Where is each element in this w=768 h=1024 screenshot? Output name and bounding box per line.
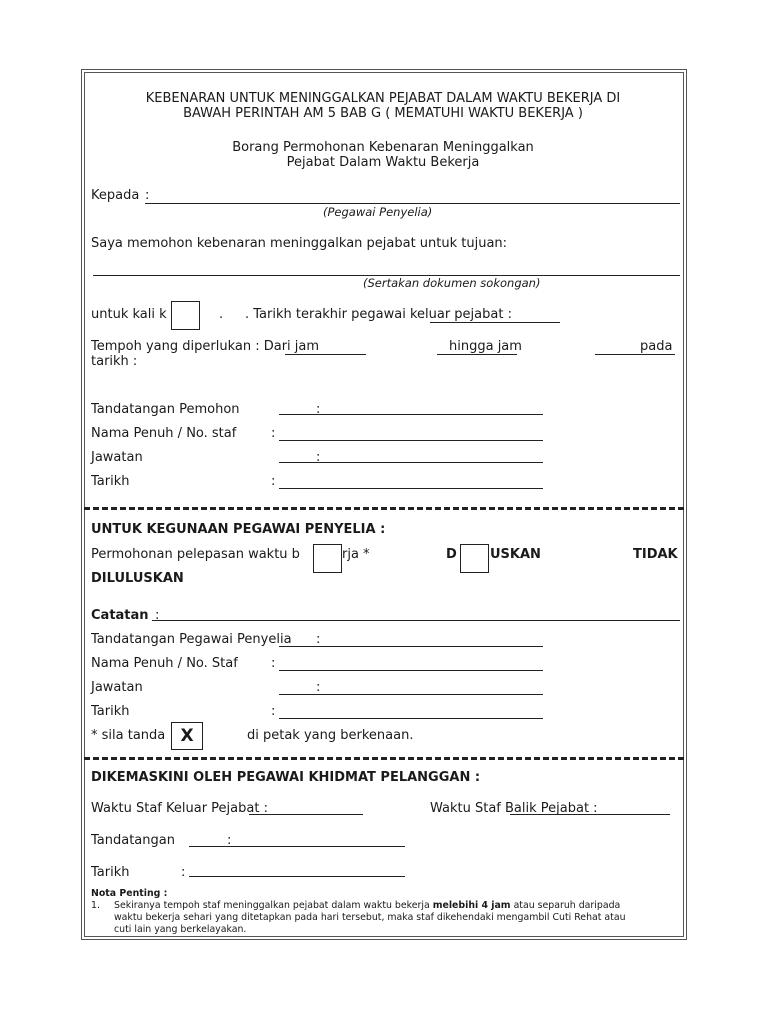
reject-checkbox[interactable] [460, 544, 489, 573]
applicant-name-field[interactable] [279, 440, 543, 441]
times-dot: . [219, 307, 224, 322]
applicant-position-label: Jawatan [91, 450, 143, 465]
applicant-signature-colon: : [316, 402, 321, 417]
applicant-signature-label: Tandatangan Pemohon [91, 402, 240, 417]
supervisor-signature-colon: : [316, 632, 321, 647]
note-line1-end: atau separuh daripada [513, 900, 621, 911]
supervisor-name-label: Nama Penuh / No. Staf [91, 656, 238, 671]
applicant-signature-field[interactable] [279, 414, 543, 415]
applicant-date-colon: : [271, 474, 276, 489]
customer-service-heading: DIKEMASKINI OLEH PEGAWAI KHIDMAT PELANGGAN : [91, 770, 481, 785]
supervisor-date-colon: : [271, 704, 276, 719]
note-line1 [114, 900, 620, 911]
cs-date-field[interactable] [189, 876, 405, 877]
applicant-position-field[interactable] [279, 462, 543, 463]
section-divider [84, 757, 684, 760]
kepada-label: Kepada [91, 188, 140, 203]
cs-signature-colon: : [227, 833, 232, 848]
section-divider [84, 507, 684, 510]
approved-label-end: USKAN [490, 547, 541, 562]
supervisor-heading: UNTUK KEGUNAAN PEGAWAI PENYELIA : [91, 522, 386, 537]
note-item-number: 1. [91, 900, 100, 911]
applicant-name-colon: : [271, 426, 276, 441]
form-title-line1: KEBENARAN UNTUK MENINGGALKAN PEJABAT DALAM WAKTU BEKERJA DI [145, 91, 621, 106]
note-line2: waktu bekerja sehari yang ditetapkan pada hari tersebut, maka staf dikehendaki mengambil Cuti Rehat atau [114, 912, 626, 923]
from-time-field[interactable] [285, 354, 366, 355]
mark-instruction-suffix: di petak yang berkenaan. [247, 728, 414, 743]
on-label: pada [640, 339, 673, 354]
notes-label: Catatan [91, 608, 149, 623]
approved-label-start: D [446, 547, 457, 562]
times-box[interactable] [171, 301, 200, 330]
supervisor-date-label: Tarikh [91, 704, 130, 719]
mark-example-box: X [171, 722, 203, 750]
duration-label: Tempoh yang diperlukan : Dari jam [91, 339, 320, 354]
note-line3: cuti lain yang berkelayakan. [114, 924, 247, 935]
applicant-date-field[interactable] [279, 488, 543, 489]
supervisor-date-field[interactable] [279, 718, 543, 719]
release-label-tail: rja * [342, 547, 370, 562]
cs-signature-field[interactable] [189, 846, 405, 847]
cs-signature-label: Tandatangan [91, 833, 175, 848]
last-out-label: . Tarikh terakhir pegawai keluar pejabat : [245, 307, 512, 322]
supervisor-position-label: Jawatan [91, 680, 143, 695]
note-line1-start: Sekiranya tempoh staf meninggalkan pejabat dalam waktu bekerja [114, 900, 430, 911]
supervisor-position-field[interactable] [279, 694, 543, 695]
applicant-position-colon: : [316, 450, 321, 465]
applicant-name-label: Nama Penuh / No. staf [91, 426, 237, 441]
applicant-date-label: Tarikh [91, 474, 130, 489]
approve-checkbox[interactable] [313, 544, 342, 573]
notes-field[interactable] [152, 620, 680, 621]
form-subtitle-line1: Borang Permohonan Kebenaran Meninggalkan [232, 140, 534, 155]
release-label: Permohonan pelepasan waktu b [91, 547, 300, 562]
note-line1-emphasis: melebihi 4 jam [432, 900, 511, 911]
time-out-field[interactable] [249, 814, 363, 815]
form-subtitle-line2: Pejabat Dalam Waktu Bekerja [286, 155, 480, 170]
until-time-field[interactable] [437, 354, 517, 355]
notes-title: Nota Penting : [91, 888, 168, 899]
kepada-colon: : [145, 188, 150, 203]
mark-instruction-prefix: * sila tanda [91, 728, 166, 743]
form-title-line2: BAWAH PERINTAH AM 5 BAB G ( MEMATUHI WAKTU BEKERJA ) [183, 106, 583, 121]
notes-colon: : [155, 608, 160, 623]
supervisor-name-colon: : [271, 656, 276, 671]
not-approved-label: DILULUSKAN [91, 571, 184, 586]
last-out-date-field[interactable] [430, 322, 560, 323]
cs-date-label: Tarikh [91, 865, 130, 880]
times-label: untuk kali k [91, 307, 167, 322]
cs-date-colon: : [181, 865, 186, 880]
supervisor-signature-field[interactable] [279, 646, 543, 647]
purpose-label: Saya memohon kebenaran meninggalkan pejabat untuk tujuan: [91, 236, 508, 251]
date-label: tarikh : [91, 354, 138, 369]
kepada-hint: (Pegawai Penyelia) [323, 205, 433, 219]
kepada-field[interactable] [145, 203, 680, 204]
supervisor-position-colon: : [316, 680, 321, 695]
time-back-label: Waktu Staf Balik Pejabat : [430, 801, 598, 816]
purpose-hint: (Sertakan dokumen sokongan) [363, 276, 541, 290]
time-out-label: Waktu Staf Keluar Pejabat : [91, 801, 268, 816]
not-label: TIDAK [633, 547, 678, 562]
until-label: hingga jam [449, 339, 522, 354]
on-date-field[interactable] [595, 354, 675, 355]
time-back-field[interactable] [510, 814, 670, 815]
supervisor-signature-label: Tandatangan Pegawai Penyelia [91, 632, 292, 647]
supervisor-name-field[interactable] [279, 670, 543, 671]
